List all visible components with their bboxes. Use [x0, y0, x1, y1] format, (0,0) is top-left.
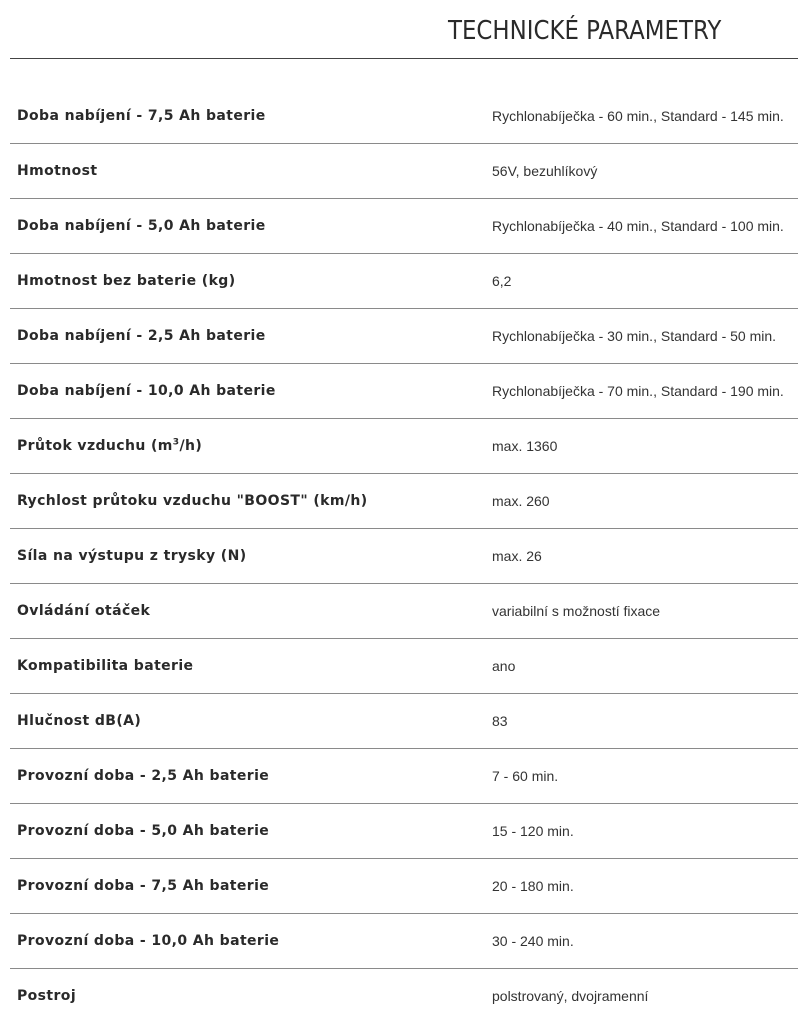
- spec-value: max. 260: [492, 493, 550, 509]
- table-row: [10, 914, 798, 969]
- spec-label: Hmotnost: [17, 163, 98, 179]
- spec-label: Kompatibilita baterie: [17, 658, 194, 674]
- table-row: [10, 419, 798, 474]
- spec-value: 7 - 60 min.: [492, 768, 559, 784]
- spec-label-prefix: Průtok vzduchu (m: [17, 438, 173, 454]
- table-row: [10, 694, 798, 749]
- spec-value: variabilní s možností fixace: [492, 603, 661, 619]
- spec-table: [10, 89, 798, 1023]
- spec-label: Síla na výstupu z trysky (N): [17, 548, 247, 564]
- table-row: [10, 804, 798, 859]
- title-divider: [10, 58, 798, 59]
- spec-label: Provozní doba - 5,0 Ah baterie: [17, 823, 270, 839]
- spec-value: 6,2: [492, 273, 512, 289]
- table-row: [10, 364, 798, 419]
- spec-label: [17, 419, 202, 473]
- spec-value: 15 - 120 min.: [492, 823, 574, 839]
- spec-label: Doba nabíjení - 2,5 Ah baterie: [17, 328, 266, 344]
- spec-label-superscript: 3: [172, 437, 180, 448]
- spec-value: Rychlonabíječka - 30 min., Standard - 50 min.: [492, 328, 777, 344]
- spec-value: max. 26: [492, 548, 542, 564]
- spec-value: 56V, bezuhlíkový: [492, 163, 598, 179]
- spec-value: Rychlonabíječka - 70 min., Standard - 190 min.: [492, 383, 784, 399]
- table-row: [10, 969, 798, 1023]
- table-row: [10, 529, 798, 584]
- spec-value: polstrovaný, dvojramenní: [492, 988, 649, 1004]
- spec-value: 83: [492, 713, 508, 729]
- table-row: [10, 859, 798, 914]
- table-row: [10, 474, 798, 529]
- table-row: [10, 254, 798, 309]
- spec-label: Provozní doba - 10,0 Ah baterie: [17, 933, 280, 949]
- spec-label: Postroj: [17, 988, 77, 1004]
- spec-label-suffix: /h): [179, 438, 203, 454]
- spec-value: 30 - 240 min.: [492, 933, 574, 949]
- spec-label: Provozní doba - 2,5 Ah baterie: [17, 768, 270, 784]
- table-row: [10, 309, 798, 364]
- table-row: [10, 749, 798, 804]
- spec-label: Hmotnost bez baterie (kg): [17, 273, 236, 289]
- spec-value: max. 1360: [492, 438, 558, 454]
- table-row: [10, 144, 798, 199]
- spec-value: Rychlonabíječka - 40 min., Standard - 100 min.: [492, 218, 784, 234]
- spec-label: Doba nabíjení - 7,5 Ah baterie: [17, 108, 266, 124]
- spec-label: Provozní doba - 7,5 Ah baterie: [17, 878, 270, 894]
- table-row: [10, 89, 798, 144]
- table-row: [10, 584, 798, 639]
- spec-label: Doba nabíjení - 10,0 Ah baterie: [17, 383, 276, 399]
- spec-value: ano: [492, 658, 516, 674]
- table-row: [10, 199, 798, 254]
- spec-value: Rychlonabíječka - 60 min., Standard - 145 min.: [492, 108, 784, 124]
- spec-value: 20 - 180 min.: [492, 878, 574, 894]
- spec-label: Hlučnost dB(A): [17, 713, 142, 729]
- spec-label: Doba nabíjení - 5,0 Ah baterie: [17, 218, 266, 234]
- page-title: TECHNICKÉ PARAMETRY: [448, 16, 722, 46]
- spec-label: Ovládání otáček: [17, 603, 151, 619]
- table-row: [10, 639, 798, 694]
- spec-label: Rychlost průtoku vzduchu "BOOST" (km/h): [17, 493, 368, 509]
